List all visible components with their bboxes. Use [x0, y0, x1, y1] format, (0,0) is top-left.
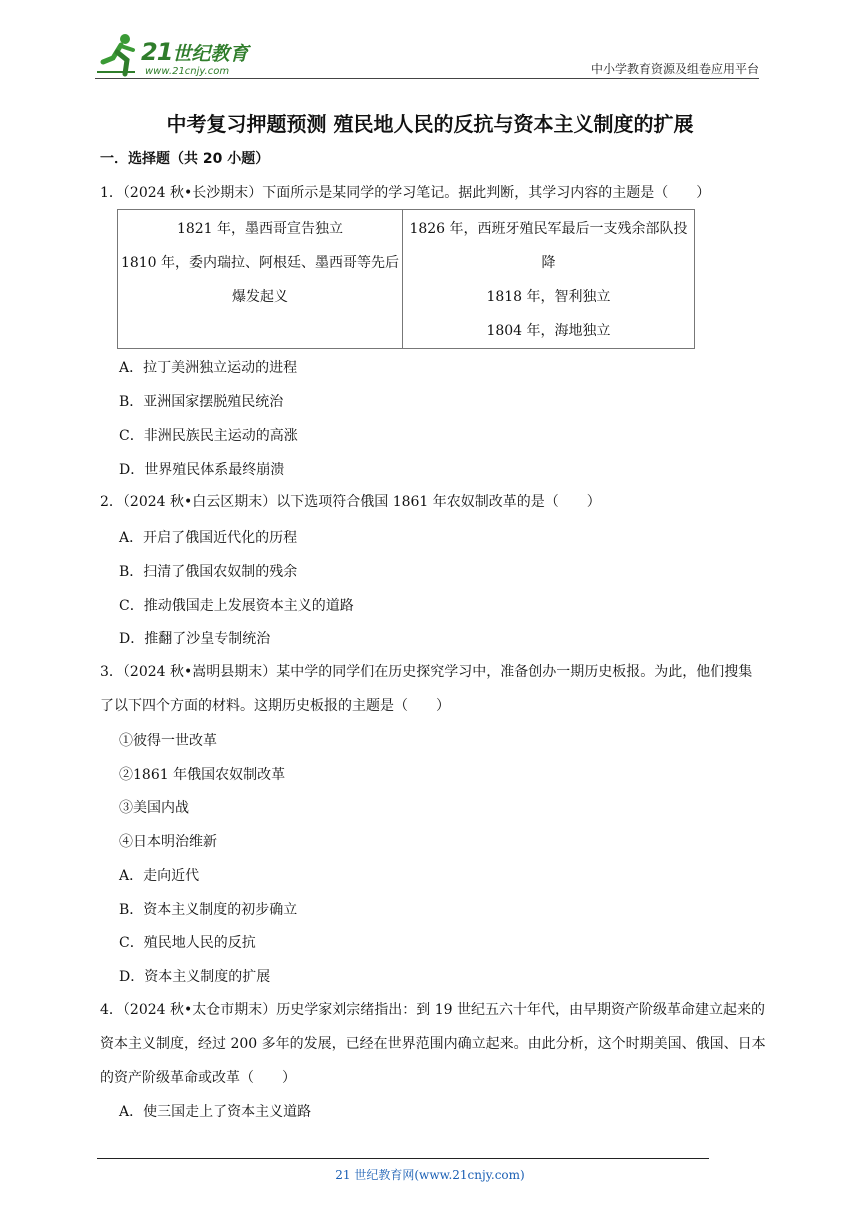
question-2-option-b[interactable]: B．扫清了俄国农奴制的残余 — [119, 564, 298, 580]
notes-right-cell — [403, 210, 695, 349]
question-4-stem: 4．（2024 秋•太仓市期末）历史学家刘宗绪指出：到 19 世纪五六十年代，由早期资产阶级革命建立起来的资本主义制度，经过 200 多年的发展，已经在世界范围内确立起来。由此分析，这个时期美国、俄国、日本的资产阶级革命或改革（ ） — [100, 1002, 766, 1086]
study-notes-table — [117, 209, 695, 349]
section-heading: 一．选择题（共 20 小题） — [100, 151, 270, 167]
page-header — [95, 32, 759, 82]
question-1-stem: 1．（2024 秋•长沙期末）下面所示是某同学的学习笔记。据此判断，其学习内容的主题是（ ） — [100, 185, 711, 201]
platform-label: 中小学教育资源及组卷应用平台 — [590, 62, 759, 76]
note-line: 1804 年，海地独立 — [486, 323, 611, 339]
site-logo[interactable] — [95, 32, 265, 80]
logo-wordmark: 21世纪教育 — [141, 38, 249, 66]
question-4-option-a[interactable]: A．使三国走上了资本主义道路 — [119, 1104, 312, 1120]
question-3-item: ②1861 年俄国农奴制改革 — [119, 767, 286, 783]
note-line: 1818 年，智利独立 — [486, 289, 611, 305]
question-2-stem: 2．（2024 秋•白云区期末）以下选项符合俄国 1861 年农奴制改革的是（ ） — [100, 494, 601, 510]
question-3-option-a[interactable]: A．走向近代 — [119, 868, 200, 884]
question-3-option-d[interactable]: D．资本主义制度的扩展 — [119, 969, 271, 985]
question-3-option-b[interactable]: B．资本主义制度的初步确立 — [119, 902, 298, 918]
question-2-option-a[interactable]: A．开启了俄国近代化的历程 — [119, 530, 298, 546]
note-line: 1821 年，墨西哥宣告独立 — [176, 221, 344, 237]
question-3-option-c[interactable]: C．殖民地人民的反抗 — [119, 935, 256, 951]
notes-left-cell — [118, 210, 403, 349]
note-line: 1826 年，西班牙殖民军最后一支残余部队投降 — [409, 221, 688, 271]
question-1-option-b[interactable]: B．亚洲国家摆脱殖民统治 — [119, 394, 284, 410]
question-3-item: ④日本明治维新 — [119, 834, 217, 850]
footer-divider — [97, 1158, 709, 1159]
question-3-item: ③美国内战 — [119, 800, 189, 816]
question-3-stem: 3．（2024 秋•嵩明县期末）某中学的同学们在历史探究学习中，准备创办一期历史板报。为此，他们搜集了以下四个方面的材料。这期历史板报的主题是（ ） — [100, 664, 753, 714]
question-3-item: ①彼得一世改革 — [119, 733, 217, 749]
logo-url: www.21cnjy.com — [145, 66, 230, 77]
page-title: 中考复习押题预测 殖民地人民的反抗与资本主义制度的扩展 — [166, 112, 694, 136]
runner-logo-icon — [95, 32, 143, 78]
note-line: 1810 年，委内瑞拉、阿根廷、墨西哥等先后爆发起义 — [120, 255, 400, 305]
header-divider — [95, 78, 759, 79]
footer-link[interactable]: 21 世纪教育网(www.21cnjy.com) — [335, 1168, 525, 1182]
question-1-option-d[interactable]: D．世界殖民体系最终崩溃 — [119, 462, 285, 478]
question-2-option-c[interactable]: C．推动俄国走上发展资本主义的道路 — [119, 598, 354, 614]
question-1-option-c[interactable]: C．非洲民族民主运动的高涨 — [119, 428, 298, 444]
question-1-option-a[interactable]: A．拉丁美洲独立运动的进程 — [119, 360, 298, 376]
question-2-option-d[interactable]: D．推翻了沙皇专制统治 — [119, 631, 271, 647]
